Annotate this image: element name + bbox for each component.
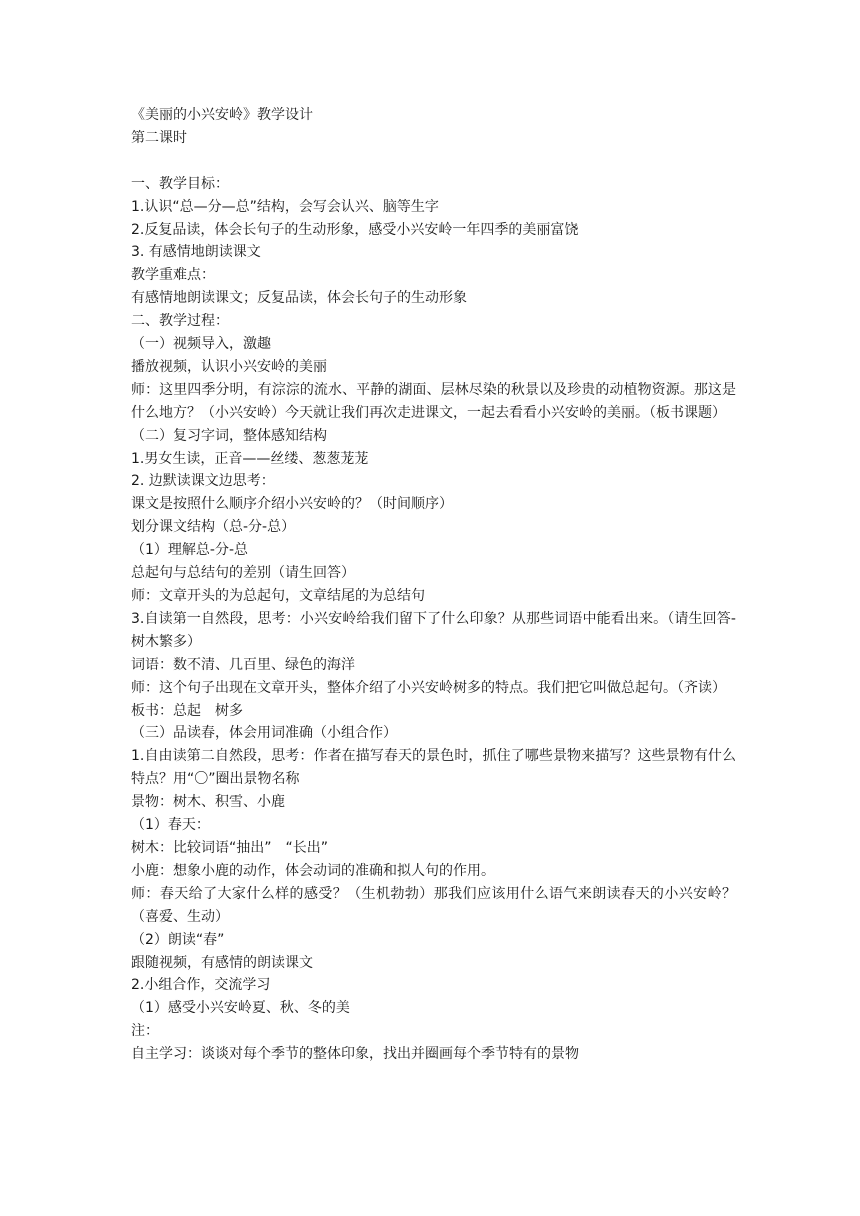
paragraph-line: 划分课文结构（总-分-总） <box>131 519 296 536</box>
paragraph-line: （1）春天： <box>131 817 210 834</box>
paragraph-line: （1）感受小兴安岭夏、秋、冬的美 <box>131 1000 350 1017</box>
objective-2: 2.反复品读，体会长句子的生动形象，感受小兴安岭一年四季的美丽富饶 <box>131 221 579 238</box>
section-1-heading: （一）视频导入，激趣 <box>131 336 271 353</box>
paragraph-line: 词语：数不清、几百里、绿色的海洋 <box>131 656 355 673</box>
paragraph-multiline: 1.自由读第二自然段，思考：作者在描写春天的景色时，抓住了哪些景物来描写？这些景物有什么特点？用“〇”圈出景物名称 <box>131 748 736 788</box>
paragraph-line: 景物：树木、积雪、小鹿 <box>131 794 285 811</box>
heading-objectives: 一、教学目标： <box>131 175 229 192</box>
paragraph-line: （1）理解总-分-总 <box>131 542 249 559</box>
paragraph-line: 1.男女生读，正音——丝缕、葱葱茏茏 <box>131 450 369 467</box>
paragraph-line: 师：文章开头的为总起句，文章结尾的为总结句 <box>131 588 425 605</box>
teacher-intro-paragraph: 师：这里四季分明，有淙淙的流水、平静的湖面、层林尽染的秋景以及珍贵的动植物资源。那这是什么地方？（小兴安岭）今天就让我们再次走进课文，一起去看看小兴安岭的美丽。（板书课题） <box>131 381 736 421</box>
paragraph-line: 树木：比较词语“抽出” “长出” <box>131 839 329 856</box>
lesson-label: 第二课时 <box>131 129 187 146</box>
paragraph-line: 小鹿：想象小鹿的动作，体会动词的准确和拟人句的作用。 <box>131 862 495 879</box>
heading-key-points: 教学重难点： <box>131 267 215 284</box>
paragraph-line: 自主学习：谈谈对每个季节的整体印象，找出并圈画每个季节特有的景物 <box>131 1046 579 1063</box>
document-title: 《美丽的小兴安岭》教学设计 <box>131 107 313 123</box>
objective-1: 1.认识“总—分—总”结构，会写会认兴、脑等生字 <box>131 198 439 215</box>
paragraph-line: 注： <box>131 1023 159 1040</box>
objective-3: 3. 有感情地朗读课文 <box>131 244 261 261</box>
section-2-heading: （二）复习字词，整体感知结构 <box>131 427 327 444</box>
paragraph-line: （2）朗读“春” <box>131 931 225 948</box>
paragraph-line: 课文是按照什么顺序介绍小兴安岭的？（时间顺序） <box>131 496 453 513</box>
paragraph-multiline: 师：春天给了大家什么样的感受？（生机勃勃）那我们应该用什么语气来朗读春天的小兴安岭？（喜爱、生动） <box>131 885 736 925</box>
paragraph-line: 跟随视频，有感情的朗读课文 <box>131 954 313 971</box>
heading-process: 二、教学过程： <box>131 313 229 330</box>
paragraph-line: 2. 边默读课文边思考： <box>131 473 275 490</box>
paragraph-line: 2.小组合作，交流学习 <box>131 977 271 994</box>
key-points-text: 有感情地朗读课文；反复品读，体会长句子的生动形象 <box>131 290 467 307</box>
paragraph-line: 播放视频，认识小兴安岭的美丽 <box>131 358 327 375</box>
document-body <box>131 104 736 1066</box>
paragraph-multiline: 师：这个句子出现在文章开头，整体介绍了小兴安岭树多的特点。我们把它叫做总起句。（齐读） <box>131 679 726 696</box>
paragraph-multiline: 3.自读第一自然段，思考：小兴安岭给我们留下了什么印象？从那些词语中能看出来。（请生回答-树木繁多） <box>131 610 736 650</box>
section-3-heading: （三）品读春，体会用词准确（小组合作） <box>131 725 397 742</box>
blank-line <box>131 150 736 173</box>
blackboard-note: 板书：总起 树多 <box>131 702 243 719</box>
paragraph-line: 总起句与总结句的差别（请生回答） <box>131 565 355 582</box>
